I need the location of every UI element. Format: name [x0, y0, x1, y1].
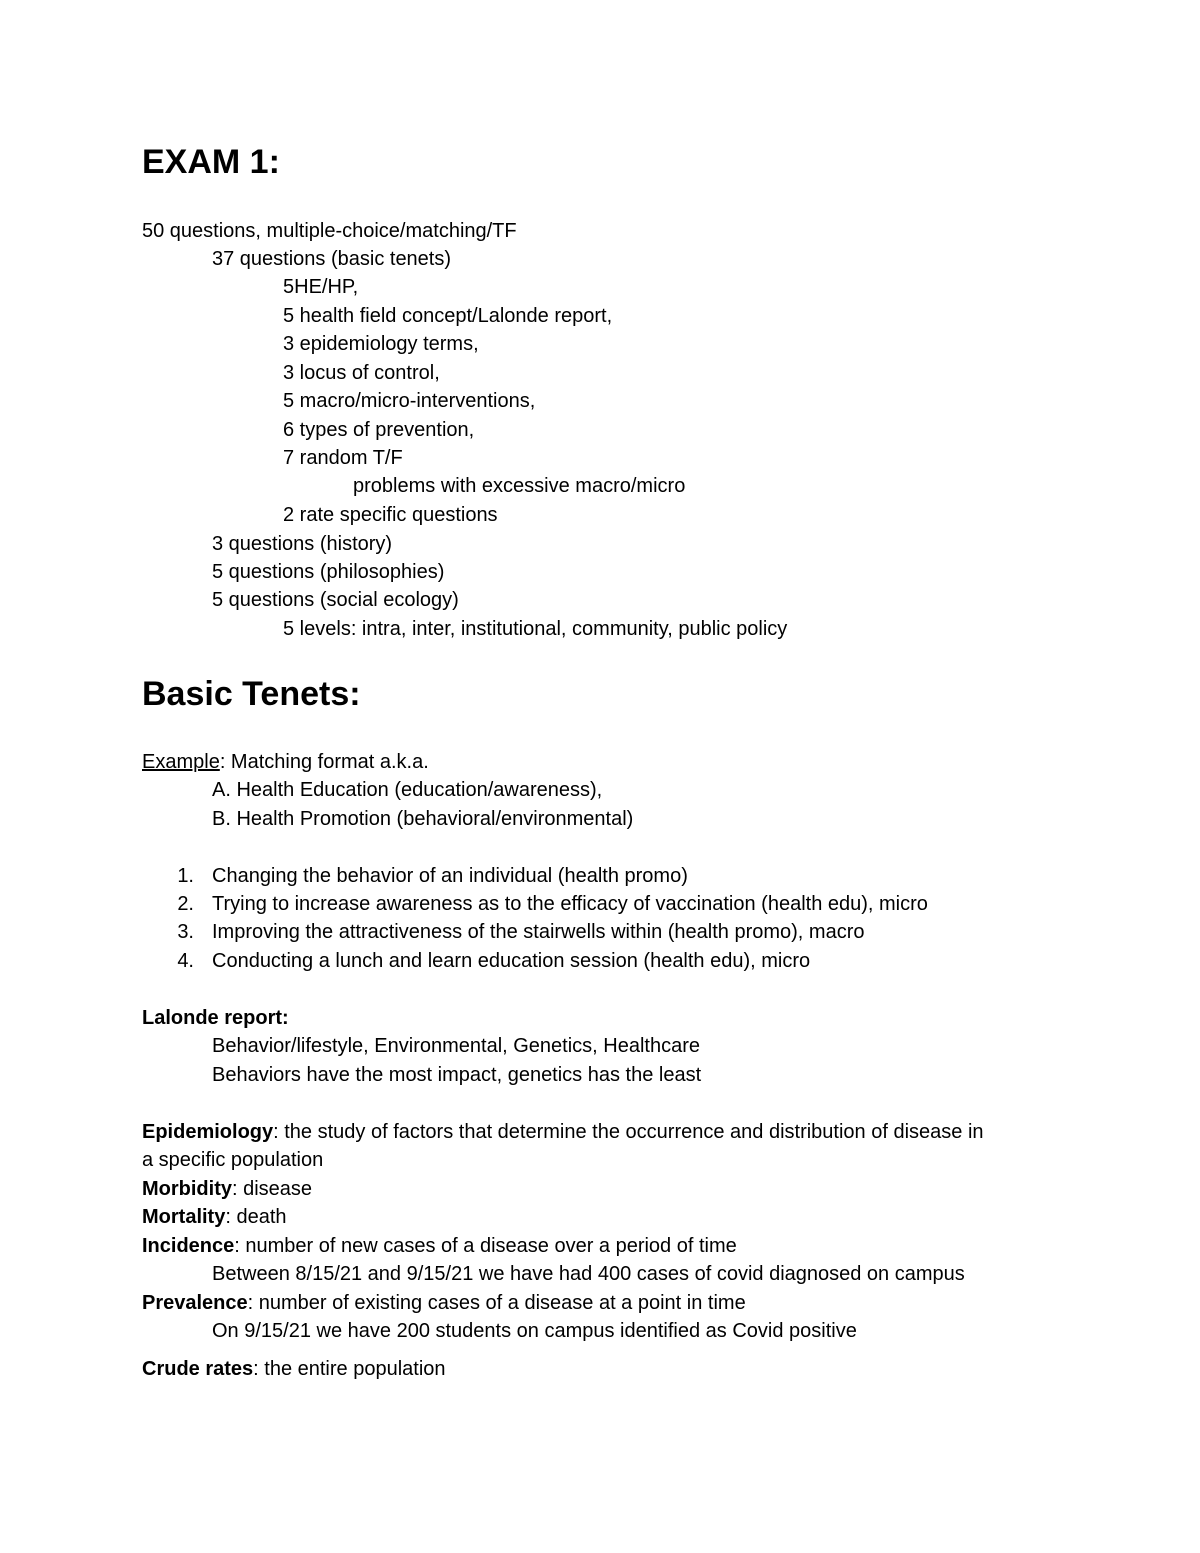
mortality-line [142, 1203, 287, 1231]
philosophies-count: 5 questions (philosophies) [212, 561, 445, 583]
list-item: Trying to increase awareness as to the efficacy of vaccination (health edu), micro [212, 893, 928, 915]
tenet-item: 5HE/HP, [283, 276, 359, 298]
example-line [142, 748, 429, 776]
prevalence-example: On 9/15/21 we have 200 students on campus identified as Covid positive [212, 1320, 857, 1342]
morbidity-line [142, 1175, 312, 1203]
epidemiology-line [142, 1118, 984, 1146]
tenet-item: 5 health field concept/Lalonde report, [283, 305, 613, 327]
list-item: Conducting a lunch and learn education session (health edu), micro [212, 950, 811, 972]
tenet-item: 3 epidemiology terms, [283, 333, 479, 355]
example-label: Example [142, 751, 220, 773]
morbidity-term: Morbidity [142, 1178, 232, 1200]
list-item-number: 2. [177, 893, 194, 915]
prevalence-def: : number of existing cases of a disease at a point in time [247, 1292, 746, 1314]
incidence-def: : number of new cases of a disease over a period of time [234, 1235, 737, 1257]
tenet-item: 7 random T/F [283, 447, 403, 469]
mortality-def: : death [225, 1206, 287, 1228]
incidence-term: Incidence [142, 1235, 235, 1257]
crude-rates-def: : the entire population [253, 1358, 446, 1380]
history-count: 3 questions (history) [212, 533, 393, 555]
epidemiology-def: : the study of factors that determine the occurrence and distribution of disease in [273, 1121, 984, 1143]
social-ecology-count: 5 questions (social ecology) [212, 589, 459, 611]
list-item-number: 1. [177, 865, 194, 887]
exam-summary: 50 questions, multiple-choice/matching/TF [142, 220, 517, 242]
incidence-example: Between 8/15/21 and 9/15/21 we have had 400 cases of covid diagnosed on campus [212, 1263, 965, 1285]
lalonde-title: Lalonde report: [142, 1007, 289, 1029]
option-a: A. Health Education (education/awareness), [212, 779, 603, 801]
prevalence-line [142, 1289, 746, 1317]
list-item-number: 3. [177, 921, 194, 943]
social-ecology-levels: 5 levels: intra, inter, institutional, community, public policy [283, 618, 788, 640]
lalonde-impact: Behaviors have the most impact, genetics has the least [212, 1064, 702, 1086]
epidemiology-term: Epidemiology [142, 1121, 274, 1143]
tenet-item: 6 types of prevention, [283, 419, 475, 441]
tenet-item: 3 locus of control, [283, 362, 440, 384]
mortality-term: Mortality [142, 1206, 226, 1228]
incidence-line [142, 1232, 737, 1260]
tenet-item: 5 macro/micro-interventions, [283, 390, 536, 412]
crude-rates-term: Crude rates [142, 1358, 254, 1380]
morbidity-def: : disease [232, 1178, 313, 1200]
basic-tenets-title: Basic Tenets: [142, 675, 361, 713]
random-tf-subitem: problems with excessive macro/micro [353, 475, 686, 497]
lalonde-factors: Behavior/lifestyle, Environmental, Genetics, Healthcare [212, 1035, 701, 1057]
rate-specific-item: 2 rate specific questions [283, 504, 498, 526]
exam-title: EXAM 1: [142, 143, 280, 181]
crude-rates-line [142, 1355, 446, 1383]
epidemiology-def-cont: a specific population [142, 1149, 324, 1171]
list-item: Changing the behavior of an individual (health promo) [212, 865, 688, 887]
basic-tenets-count: 37 questions (basic tenets) [212, 248, 452, 270]
example-text: : Matching format a.k.a. [219, 751, 429, 773]
lalonde-heading-line [142, 1004, 289, 1032]
option-b: B. Health Promotion (behavioral/environmental) [212, 808, 634, 830]
prevalence-term: Prevalence [142, 1292, 248, 1314]
list-item: Improving the attractiveness of the stairwells within (health promo), macro [212, 921, 865, 943]
list-item-number: 4. [177, 950, 194, 972]
